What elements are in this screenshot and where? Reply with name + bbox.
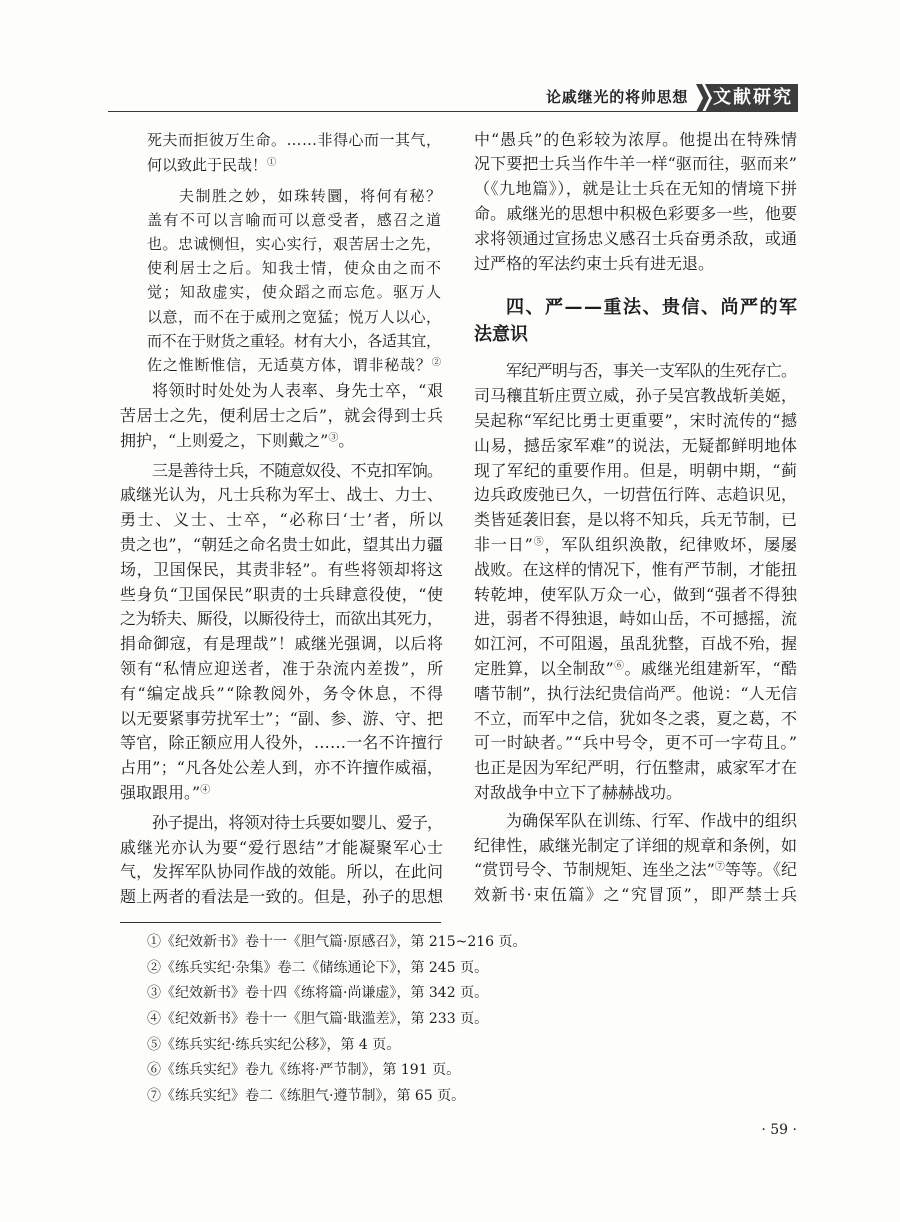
text-line: 何以致此于民哉！① — [147, 155, 277, 174]
text-line: 孙子提出，将领对待士兵要如婴儿、爱子， — [152, 812, 443, 832]
text-line: 非一日”⑤，军队组织涣散，纪律败坏，屡屡 — [474, 534, 798, 554]
text-line: 司马穰苴斩庄贾立威，孙子吴宫教战斩美姬， — [474, 386, 798, 406]
text-line: 现了军纪的重要作用。但是，明朝中期，“蓟 — [474, 460, 798, 480]
text-line: 也正是因为军纪严明，行伍整肃，戚家军才在 — [474, 758, 798, 778]
section-heading — [474, 294, 797, 348]
text-line: 战败。在这样的情况下，惟有严节制，才能扭 — [474, 559, 798, 579]
section-label: 文献研究 — [713, 87, 793, 108]
block-quote — [147, 184, 441, 378]
text-line: 场，卫国保民，其责非轻”。有些将领却将这 — [120, 559, 444, 579]
text-line: 边兵政废弛已久，一切营伍行阵、志趋识见， — [474, 485, 798, 505]
text-line: 定胜算，以全制敌”⑥。戚继光组建新军，“酷 — [474, 658, 798, 678]
text-line: 贵之也”，“朝廷之命名贵士如此，望其出力疆 — [120, 535, 444, 554]
text-line: 盖有不可以言喻而可以意受者，感召之道 — [147, 210, 443, 229]
paragraph — [120, 811, 443, 910]
footnote-marker: ⑥ — [614, 660, 625, 672]
text-line: 求将领通过宣扬忠义感召士兵奋勇杀敌，或通 — [474, 228, 798, 248]
text-line: 进，弱者不得独退，峙如山岳，不可撼摇，流 — [474, 609, 798, 629]
text-line: 苦居士之先，便利居士之后”，就会得到士兵 — [120, 406, 444, 426]
text-line: 嗜节制”，执行法纪贵信尚严。他说：“人无信 — [474, 683, 798, 703]
running-title: 论戚继光的将帅思想 — [546, 88, 689, 106]
header-rule — [108, 111, 798, 112]
text-line: 法意识 — [474, 324, 528, 346]
text-line: 领有“私情应迎送者，准于杂流内差拨”，所 — [120, 658, 444, 678]
text-line: 强取跟用。”④ — [120, 782, 211, 802]
footnote-marker: ① — [267, 156, 277, 168]
text-line: 戚继光亦认为要“爱行恩结”才能凝聚军心士 — [120, 837, 444, 857]
text-line: 转乾坤，使军队万众一心，做到“强者不得独 — [474, 584, 798, 604]
text-line: 中“愚兵”的色彩较为浓厚。他提出在特殊情 — [474, 129, 798, 149]
footnote-marker: ③ — [328, 432, 339, 444]
text-line: 过严格的军法约束士兵有进无退。 — [474, 253, 715, 273]
footnote: ①《纪效新书》卷十一《胆气篇·原感召》，第 215~216 页。 — [147, 934, 527, 951]
text-line: 有“编定战兵”“除教阅外，务令休息，不得 — [120, 683, 445, 703]
text-line: 之为轿夫、厮役，以厮役待士，而欲出其死力， — [120, 609, 443, 629]
text-line: 死夫而拒彼万生命。……非得心而一其气， — [147, 130, 442, 149]
footnote-marker: ② — [431, 356, 442, 368]
footnote-rule — [120, 922, 441, 923]
footnote: ⑦《练兵实纪》卷二《练胆气·遵节制》，第 65 页。 — [147, 1087, 466, 1104]
text-line: （《九地篇》），就是让士兵在无知的情境下拼 — [474, 179, 798, 199]
footnote-marker: ⑦ — [714, 861, 725, 873]
footnotes — [147, 930, 527, 1109]
paragraph — [120, 379, 443, 453]
text-line: 捐命御寇，有是理哉”！戚继光强调，以后将 — [120, 634, 444, 654]
text-line: 纪律性，戚继光制定了详细的规章和条例，如 — [474, 835, 798, 855]
text-line: 以无要紧事劳扰军士”；“副、参、游、守、把 — [120, 708, 444, 728]
footnote: ⑤《练兵实纪·练兵实纪公移》，第 4 页。 — [147, 1036, 401, 1053]
text-line: 而不在于财货之重轻。材有大小，各适其宜， — [147, 331, 441, 350]
text-line: 觉；知敌虚实，使众蹈之而忘危。驱万人 — [147, 283, 443, 302]
text-line: 四、严——重法、贵信、尚严的军 — [506, 297, 799, 319]
text-line: 类皆延袭旧套，是以将不知兵，兵无节制，已 — [474, 510, 798, 530]
text-line: 对敌战争中立下了赫赫战功。 — [474, 782, 683, 802]
text-line: 等官，除正额应用人役外，……一名不许擅行 — [120, 733, 444, 753]
paragraph — [120, 459, 443, 806]
text-line: 军纪严明与否，事关一支军队的生死存亡。 — [506, 361, 797, 381]
text-line: 命。戚继光的思想中积极色彩要多一些，他要 — [474, 203, 798, 223]
text-line: 效新书·束伍篇》之“究冒顶”，即严禁士兵 — [474, 885, 799, 905]
block-quote — [147, 128, 441, 178]
section-label-box — [696, 84, 798, 112]
footnote-marker: ④ — [200, 784, 211, 796]
text-line: 气，发挥军队协同作战的效能。所以，在此问 — [120, 862, 444, 882]
footnote: ③《纪效新书》卷十四《练将篇·尚谦虚》，第 342 页。 — [147, 985, 489, 1002]
text-line: 将领时时处处为人表率、身先士卒，“艰 — [152, 381, 444, 401]
text-line: 可一时缺者。”“兵中号令，更不可一字苟且。” — [474, 733, 798, 753]
text-line: 拥护，“上则爱之，下则戴之”③。 — [120, 430, 355, 450]
text-line: 为确保军队在训练、行军、作战中的组织 — [506, 810, 798, 830]
text-line: 以意，而不在于威刑之宽猛；悦万人以心， — [147, 307, 442, 326]
paragraph — [474, 359, 797, 805]
text-line: 吴起称“军纪比勇士更重要”，宋时流传的“撼 — [474, 410, 798, 430]
paragraph — [474, 128, 797, 277]
text-line: 佐之惟断惟信，无适莫方体，谓非秘哉？② — [147, 356, 442, 375]
footnote: ⑥《练兵实纪》卷九《练将·严节制》，第 191 页。 — [147, 1062, 461, 1079]
text-line: 夫制胜之妙，如珠转圜，将何有秘？ — [179, 186, 443, 205]
left-column — [120, 128, 443, 910]
footnote-marker: ⑤ — [533, 536, 545, 548]
text-line: 山易，撼岳家军难”的说法，无疑都鲜明地体 — [474, 435, 798, 455]
text-line: 勇士、义士、士卒，“必称曰‘士’者，所以 — [120, 510, 445, 530]
text-line: “赏罚号令、节制规矩、连坐之法”⑦等等。《纪 — [474, 860, 798, 880]
page-number: · 59 · — [761, 1122, 797, 1138]
footnote: ②《练兵实纪·杂集》卷二《储练通论下》，第 245 页。 — [147, 959, 489, 976]
paragraph — [474, 809, 797, 908]
text-line: 如江河，不可阻遏，虽乱犹整，百战不殆，握 — [474, 634, 798, 654]
text-line: 题上两者的看法是一致的。但是，孙子的思想 — [120, 887, 444, 907]
text-line: 使利居士之后。知我士情，使众由之而不 — [147, 259, 443, 278]
text-line: 不立，而军中之信，犹如冬之裘，夏之葛，不 — [474, 708, 798, 728]
text-line: 也。忠诚恻怛，实心实行，艰苦居士之先， — [147, 235, 442, 253]
text-line: 占用”；“凡各处公差人到，亦不许擅作威福， — [120, 758, 444, 778]
footnote: ④《纪效新书》卷十一《胆气篇·戢滥差》，第 233 页。 — [147, 1010, 489, 1027]
text-line: 戚继光认为，凡士兵称为军士、战士、力士、 — [120, 485, 444, 505]
right-column — [474, 128, 797, 908]
text-line: 三是善待士兵，不随意奴役、不克扣军饷。 — [152, 460, 443, 480]
chevron-icon — [696, 84, 709, 112]
text-line: 些身负“卫国保民”职责的士兵肆意役使，“使 — [120, 584, 444, 604]
text-line: 况下要把士兵当作牛羊一样“驱而往，驱而来” — [474, 154, 798, 174]
